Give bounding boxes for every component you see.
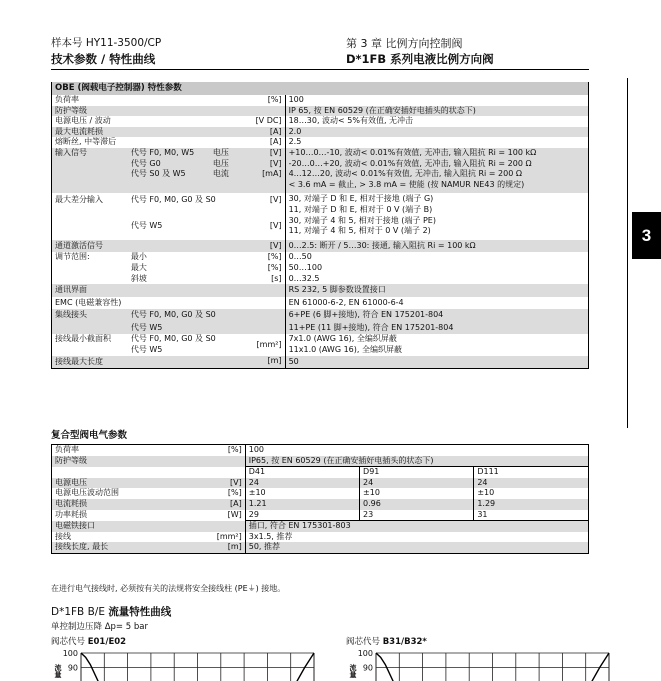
table-row bbox=[52, 521, 589, 532]
table-header-row bbox=[52, 467, 589, 478]
cell: ±10 bbox=[477, 488, 495, 498]
row-sublabel-line: 代号 F0, M0, G0 及 S0 bbox=[130, 334, 216, 344]
cell: 24 bbox=[360, 478, 474, 489]
row-label bbox=[52, 467, 202, 478]
table-row bbox=[52, 148, 589, 159]
row-value: 50…100 bbox=[288, 262, 323, 272]
spool-label: 阀芯代号 bbox=[346, 637, 383, 647]
table-row bbox=[52, 478, 589, 489]
flow-curve-left bbox=[81, 653, 98, 681]
row-value: 18…30, 波动< 5%有效值, 无冲击 bbox=[288, 116, 414, 126]
y-tick-label: 90 bbox=[362, 663, 373, 673]
row-label: EMC (电磁兼容性) bbox=[55, 297, 122, 307]
row-unit: [mm²] bbox=[201, 532, 245, 543]
table-row bbox=[52, 263, 589, 274]
row-sublabel: 代号 F0, M0, G0 及 S0 bbox=[130, 310, 216, 320]
row-value-line: 4…12…20, 波动< 0.01%有效值, 无冲击, 输入阻抗 Ri = 200 Ω bbox=[288, 169, 522, 179]
table-row bbox=[52, 334, 589, 355]
row-value: 11+PE (11 脚+接地), 符合 EN 175201-804 bbox=[288, 322, 454, 332]
header-right bbox=[346, 36, 494, 67]
flow-curve-right bbox=[592, 653, 609, 681]
cell: 0.96 bbox=[360, 499, 474, 510]
model-header: D41 bbox=[245, 467, 359, 478]
row-sublabel: 代号 G0 bbox=[130, 158, 161, 168]
table-row bbox=[52, 445, 589, 456]
row-sublabel-line: 代号 W5 bbox=[130, 345, 163, 355]
cell: 29 bbox=[245, 510, 359, 521]
table-row bbox=[52, 169, 589, 193]
row-unit bbox=[201, 456, 245, 467]
grounding-note: 在进行电气接线时, 必须按有关的法规将安全接线柱 (PE⏚) 接地。 bbox=[51, 584, 286, 593]
table-row bbox=[52, 216, 589, 240]
table-row bbox=[52, 542, 589, 553]
table-row bbox=[52, 137, 589, 148]
row-value: 3x1.5, 推荐 bbox=[248, 531, 293, 541]
row-kind: 电压 bbox=[212, 158, 229, 168]
row-label: 电源电压 bbox=[55, 477, 87, 487]
row-unit: [A] bbox=[244, 127, 285, 138]
section-title: 技术参数 / 特性曲线 bbox=[51, 52, 156, 66]
model-header: D111 bbox=[474, 467, 589, 478]
table-row bbox=[52, 309, 589, 322]
table-row bbox=[52, 356, 589, 369]
row-value: 2.0 bbox=[288, 126, 302, 136]
row-value bbox=[285, 216, 588, 240]
flow-curve-left bbox=[376, 653, 393, 681]
row-sublabel: 代号 W5 bbox=[130, 220, 163, 230]
row-label: 最大电流耗损 bbox=[55, 126, 103, 136]
obe-table bbox=[51, 82, 589, 369]
row-label: 调节范围: bbox=[55, 252, 90, 262]
y-tick-label: 90 bbox=[67, 663, 78, 673]
row-unit: [V] bbox=[201, 478, 245, 489]
row-value: 100 bbox=[288, 95, 304, 104]
row-unit: [%] bbox=[244, 263, 285, 274]
table-row bbox=[52, 274, 589, 285]
flow-subtitle: 单控制边压降 Δp= 5 bar bbox=[51, 622, 148, 632]
row-value-line: < 3.6 mA = 截止, > 3.8 mA = 使能 (按 NAMUR NE43 的规定) bbox=[288, 179, 525, 189]
row-unit: [%] bbox=[244, 252, 285, 263]
row-label: 通讯界面 bbox=[55, 285, 87, 295]
table-row bbox=[52, 127, 589, 138]
row-label: 防护等级 bbox=[55, 105, 87, 115]
table-row bbox=[52, 488, 589, 499]
row-value: 2.5 bbox=[288, 137, 302, 147]
row-unit: [A] bbox=[201, 499, 245, 510]
composite-table bbox=[51, 444, 589, 554]
row-sublabel: 代号 W5 bbox=[130, 322, 163, 332]
row-label: 输入信号 bbox=[55, 147, 87, 157]
cell: 23 bbox=[360, 510, 474, 521]
row-value: 0…32.5 bbox=[288, 273, 320, 283]
row-label: 功率耗损 bbox=[55, 509, 87, 519]
table-row bbox=[52, 499, 589, 510]
row-label: 集线接头 bbox=[55, 310, 87, 320]
table-row bbox=[52, 95, 589, 106]
row-value: 50 bbox=[288, 356, 299, 366]
row-sublabel: 斜坡 bbox=[130, 273, 147, 283]
row-unit: [mA] bbox=[244, 169, 285, 193]
row-label: 防护等级 bbox=[55, 455, 87, 465]
margin-line bbox=[627, 78, 628, 428]
row-label: 接线最小截面积 bbox=[55, 334, 111, 344]
table-row bbox=[52, 240, 589, 253]
row-sublabel bbox=[128, 334, 244, 355]
table-row bbox=[52, 159, 589, 170]
chapter-tab[interactable]: 3 bbox=[632, 212, 661, 259]
row-label: 接线最大长度 bbox=[55, 356, 103, 366]
row-value-line: 11, 对端子 4 和 5, 相对于 0 V (端子 2) bbox=[288, 226, 431, 236]
cell: 24 bbox=[477, 477, 488, 487]
row-label: 熔断丝, 中等滞后 bbox=[55, 137, 117, 147]
row-unit bbox=[244, 309, 285, 322]
row-unit: [A] bbox=[244, 137, 285, 148]
row-value: IP 65, 按 EN 60529 (在正确安插好电插头的状态下) bbox=[288, 105, 476, 115]
obe-table-title: OBE (阀载电子控制器) 特性参数 bbox=[52, 82, 589, 95]
flow-curve-title bbox=[51, 604, 171, 619]
row-value: 6+PE (6 脚+接地), 符合 EN 175201-804 bbox=[288, 310, 444, 320]
row-unit bbox=[244, 322, 285, 335]
y-axis-label: 流量 bbox=[349, 664, 357, 678]
row-unit bbox=[244, 297, 285, 310]
row-kind: 电压 bbox=[212, 147, 229, 157]
row-label: 电源电压波动范围 bbox=[55, 488, 119, 498]
table-row bbox=[52, 456, 589, 467]
table-row bbox=[52, 284, 589, 297]
y-tick-label: 100 bbox=[357, 650, 373, 658]
row-value: 50, 推荐 bbox=[248, 542, 281, 552]
row-unit: [V] bbox=[244, 159, 285, 170]
y-axis-label: 流量 bbox=[54, 664, 62, 678]
row-unit: [%] bbox=[244, 95, 285, 106]
cell: 1.21 bbox=[245, 499, 359, 510]
table-row bbox=[52, 510, 589, 521]
row-unit: [V DC] bbox=[244, 116, 285, 127]
row-value bbox=[285, 334, 588, 355]
row-unit bbox=[244, 284, 285, 297]
spool-code-2 bbox=[346, 635, 427, 647]
row-unit: [%] bbox=[201, 445, 245, 456]
row-unit: [m] bbox=[201, 542, 245, 553]
cell: 31 bbox=[477, 509, 488, 519]
row-unit: [V] bbox=[244, 216, 285, 240]
table-row bbox=[52, 106, 589, 117]
cell: ±10 bbox=[245, 488, 359, 499]
row-label: 电磁铁接口 bbox=[55, 520, 95, 530]
row-value-line: 11, 对端子 D 和 E, 相对于 0 V (端子 B) bbox=[288, 204, 433, 214]
flow-title-bold: 流量特性曲线 bbox=[108, 606, 172, 618]
row-label: 电流耗损 bbox=[55, 498, 87, 508]
row-unit bbox=[201, 521, 245, 532]
row-value: 0…2.5: 断开 / 5…30: 接通, 输入阻抗 Ri = 100 kΩ bbox=[288, 240, 476, 250]
row-sublabel: 代号 S0 及 W5 bbox=[130, 169, 186, 179]
row-value: 100 bbox=[248, 445, 265, 454]
flow-chart-e01 bbox=[51, 650, 316, 681]
spool-code: B31/B32* bbox=[382, 637, 427, 647]
spool-code: E01/E02 bbox=[87, 637, 127, 647]
row-unit bbox=[201, 467, 245, 478]
row-value: 0…50 bbox=[288, 252, 312, 262]
header-left bbox=[51, 36, 161, 67]
row-value-line: 7x1.0 (AWG 16), 全编织屏蔽 bbox=[288, 334, 397, 344]
row-sublabel: 代号 F0, M0, G0 及 S0 bbox=[130, 195, 216, 205]
flow-curve-right bbox=[297, 653, 314, 681]
catalog-number: 样本号 HY11-3500/CP bbox=[51, 37, 162, 49]
table-row bbox=[52, 532, 589, 543]
row-sublabel: 代号 F0, M0, W5 bbox=[130, 147, 195, 157]
chapter-title: 第 3 章 比例方向控制阀 bbox=[346, 37, 463, 50]
row-unit: [m] bbox=[244, 356, 285, 369]
row-unit: [V] bbox=[244, 148, 285, 159]
flow-chart-b31 bbox=[346, 650, 611, 681]
cell: 1.29 bbox=[477, 498, 496, 508]
spool-label: 阀芯代号 bbox=[51, 637, 88, 647]
header-rule bbox=[51, 69, 589, 70]
table-row bbox=[52, 193, 589, 215]
row-value: 插口, 符合 EN 175301-803 bbox=[245, 521, 588, 532]
table-row bbox=[52, 297, 589, 310]
row-label: 电源电压 / 波动 bbox=[55, 116, 111, 126]
row-unit: [mm²] bbox=[244, 334, 285, 355]
composite-title: 复合型阀电气参数 bbox=[51, 430, 128, 441]
row-value-line: 30, 对端子 D 和 E, 相对于接地 (端子 G) bbox=[288, 194, 434, 204]
row-label: 接线长度, 最长 bbox=[55, 542, 109, 552]
row-label: 负荷率 bbox=[55, 95, 79, 104]
y-tick-label: 100 bbox=[62, 650, 78, 658]
row-kind: 电流 bbox=[212, 169, 229, 179]
cell: 24 bbox=[245, 478, 359, 489]
row-value-line: 11x1.0 (AWG 16), 全编织屏蔽 bbox=[288, 345, 402, 355]
row-value bbox=[285, 193, 588, 215]
row-value: IP65, 按 EN 60529 (在正确安插好电插头的状态下) bbox=[248, 455, 434, 465]
row-unit: [V] bbox=[244, 240, 285, 253]
table-row bbox=[52, 322, 589, 335]
row-label: 负荷率 bbox=[55, 445, 79, 454]
flow-title-prefix: D*1FB B/E bbox=[51, 606, 109, 618]
series-title: D*1FB 系列电液比例方向阀 bbox=[346, 52, 494, 66]
row-unit: [W] bbox=[201, 510, 245, 521]
row-unit: [V] bbox=[244, 193, 285, 215]
row-value: +10…0…-10, 波动< 0.01%有效值, 无冲击, 输入阻抗 Ri = 100 kΩ bbox=[288, 147, 537, 157]
row-unit: [s] bbox=[244, 274, 285, 285]
row-sublabel: 最小 bbox=[130, 252, 147, 262]
row-label: 接线 bbox=[55, 531, 71, 541]
row-value: -20…0…+20, 波动< 0.01%有效值, 无冲击, 输入阻抗 Ri = 200 Ω bbox=[288, 158, 532, 168]
table-row bbox=[52, 116, 589, 127]
model-header: D91 bbox=[360, 467, 474, 478]
row-value: EN 61000-6-2, EN 61000-6-4 bbox=[288, 297, 404, 307]
cell: ±10 bbox=[360, 488, 474, 499]
row-label: 通道激活信号 bbox=[55, 240, 103, 250]
row-value-line: 30, 对端子 4 和 5, 相对于接地 (端子 PE) bbox=[288, 215, 436, 225]
row-label: 最大差分输入 bbox=[55, 195, 103, 205]
table-row bbox=[52, 252, 589, 263]
row-value: RS 232, 5 脚参数设置接口 bbox=[288, 285, 386, 295]
row-unit: [%] bbox=[201, 488, 245, 499]
row-unit bbox=[244, 106, 285, 117]
spool-code-1 bbox=[51, 635, 126, 647]
row-value bbox=[285, 169, 588, 193]
row-sublabel: 最大 bbox=[130, 262, 147, 272]
